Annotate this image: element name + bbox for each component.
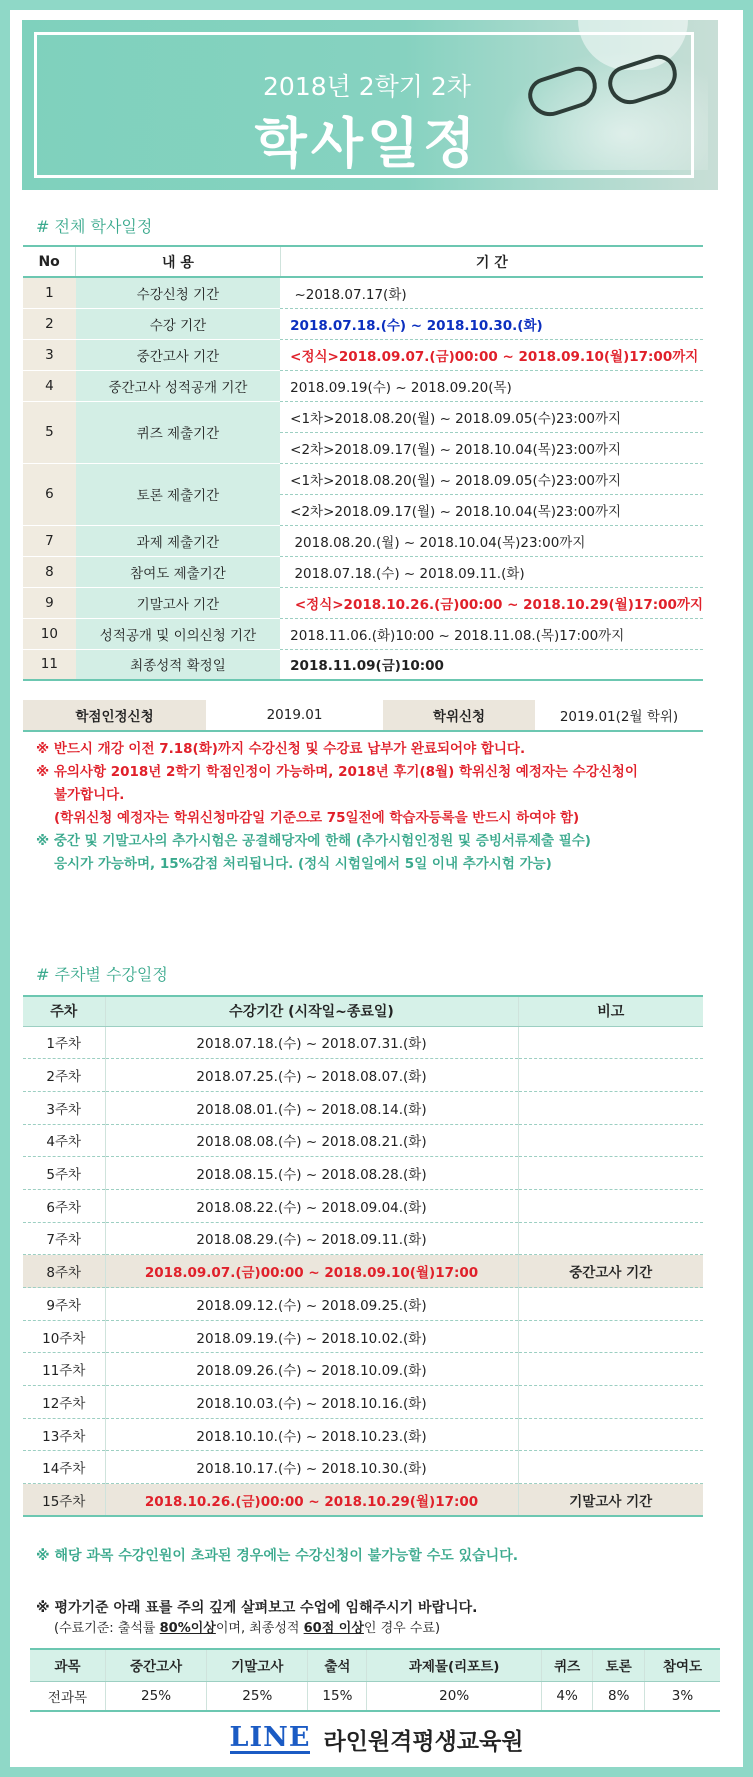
row-number: 1: [23, 277, 76, 308]
table-header-row: [23, 246, 703, 277]
note-cell: 기말고사 기간: [518, 1484, 703, 1517]
week-cell: 6주차: [23, 1189, 105, 1222]
week-cell: 4주차: [23, 1124, 105, 1157]
week-cell: 7주차: [23, 1222, 105, 1255]
table-header-row: [23, 996, 703, 1026]
table-row: [23, 1026, 703, 1059]
col-header-no: No: [23, 246, 76, 277]
criteria-score: 60점 이상: [303, 1621, 364, 1636]
note-cell: [518, 1222, 703, 1255]
banner-subtitle: 2018년 2학기 2차: [263, 72, 471, 101]
period-cell: 2018.10.26.(금)00:00 ~ 2018.10.29(월)17:00: [105, 1484, 518, 1517]
criteria-suffix: 인 경우 수료): [363, 1621, 441, 1636]
note-cell: [518, 1124, 703, 1157]
grade-col-header: 퀴즈: [541, 1649, 593, 1681]
table-row: [23, 401, 703, 432]
table-row: [23, 308, 703, 339]
row-item: 과제 제출기간: [76, 525, 280, 556]
note-cell: [518, 1059, 703, 1092]
row-period: 2018.07.18.(수) ~ 2018.10.30.(화): [280, 308, 703, 339]
row-period: <정식>2018.10.26.(금)00:00 ~ 2018.10.29(월)17:00까지: [280, 587, 703, 618]
row-item: 퀴즈 제출기간: [76, 401, 280, 463]
criteria-attendance: 80%이상: [159, 1621, 216, 1636]
note-cell: [518, 1026, 703, 1059]
section-title-academic: # 전체 학사일정: [36, 217, 153, 236]
row-item: 성적공개 및 이의신청 기간: [76, 618, 280, 649]
period-cell: 2018.10.10.(수) ~ 2018.10.23.(화): [105, 1418, 518, 1451]
row-number: 10: [23, 618, 76, 649]
row-number: 11: [23, 649, 76, 680]
weekly-body: [23, 1026, 703, 1516]
row-item: 중간고사 성적공개 기간: [76, 370, 280, 401]
week-cell: 12주차: [23, 1386, 105, 1419]
table-row: [23, 1157, 703, 1190]
table-row: [23, 277, 703, 308]
notice-line: 응시가 가능하며, 15%감점 처리됩니다. (정식 시험일에서 5일 이내 추가시험 가능): [54, 856, 552, 872]
row-number: 5: [23, 401, 76, 463]
row-item: 토론 제출기간: [76, 463, 280, 525]
table-row: [23, 1484, 703, 1517]
grade-value: 25%: [207, 1681, 308, 1711]
grade-value: 전과목: [30, 1681, 105, 1711]
table-row: [23, 1091, 703, 1124]
notice-line: (학위신청 예정자는 학위신청마감일 기준으로 75일전에 학습자등록을 반드시 하여야 함): [54, 810, 580, 826]
row-item: 참여도 제출기간: [76, 556, 280, 587]
period-cell: 2018.08.08.(수) ~ 2018.08.21.(화): [105, 1124, 518, 1157]
table-row: [23, 1353, 703, 1386]
week-cell: 11주차: [23, 1353, 105, 1386]
criteria-prefix: (수료기준: 출석률: [54, 1621, 160, 1636]
table-row: [30, 1681, 720, 1711]
note-cell: [518, 1189, 703, 1222]
row-period: <2차>2018.09.17(월) ~ 2018.10.04(목)23:00까지: [280, 432, 703, 463]
grading-table: [30, 1648, 720, 1712]
grade-value: 8%: [593, 1681, 645, 1711]
row-number: 8: [23, 556, 76, 587]
row-item: 최종성적 확정일: [76, 649, 280, 680]
footer: [0, 1723, 753, 1756]
grade-value: 4%: [541, 1681, 593, 1711]
notice-line: 불가합니다.: [54, 787, 125, 803]
table-row: [23, 339, 703, 370]
table-row: [23, 1320, 703, 1353]
note-cell: [518, 1451, 703, 1484]
period-cell: 2018.10.03.(수) ~ 2018.10.16.(화): [105, 1386, 518, 1419]
table-row: [23, 1124, 703, 1157]
grade-value: 20%: [367, 1681, 541, 1711]
row-number: 3: [23, 339, 76, 370]
notice-list: [36, 738, 716, 876]
grade-col-header: 참여도: [645, 1649, 721, 1681]
week-cell: 15주차: [23, 1484, 105, 1517]
banner-frame: [34, 32, 694, 178]
grade-value: 15%: [308, 1681, 367, 1711]
week-cell: 3주차: [23, 1091, 105, 1124]
table-row: [23, 525, 703, 556]
completion-criteria: [54, 1617, 440, 1636]
grade-col-header: 기말고사: [207, 1649, 308, 1681]
grade-col-header: 과목: [30, 1649, 105, 1681]
week-cell: 1주차: [23, 1026, 105, 1059]
row-number: 6: [23, 463, 76, 525]
table-row: [23, 618, 703, 649]
table-row: [23, 463, 703, 494]
table-row: [23, 1451, 703, 1484]
table-row: [23, 1255, 703, 1288]
period-cell: 2018.10.17.(수) ~ 2018.10.30.(화): [105, 1451, 518, 1484]
grade-value: 25%: [105, 1681, 206, 1711]
period-cell: 2018.09.12.(수) ~ 2018.09.25.(화): [105, 1288, 518, 1321]
degree-value: 2019.01(2월 학위): [535, 700, 703, 731]
table-header-row: [30, 1649, 720, 1681]
table-row: [23, 1189, 703, 1222]
row-period: <1차>2018.08.20(월) ~ 2018.09.05(수)23:00까지: [280, 463, 703, 494]
table-row: [23, 1418, 703, 1451]
academic-schedule-table: [23, 245, 703, 681]
criteria-mid: 이며, 최종성적: [215, 1621, 304, 1636]
table-row: [23, 556, 703, 587]
row-period: 2018.11.06.(화)10:00 ~ 2018.11.08.(목)17:00까지: [280, 618, 703, 649]
week-cell: 2주차: [23, 1059, 105, 1092]
col-header-period: 수강기간 (시작일~종료일): [105, 996, 518, 1026]
period-cell: 2018.08.22.(수) ~ 2018.09.04.(화): [105, 1189, 518, 1222]
credit-degree-table: [23, 700, 703, 732]
row-item: 기말고사 기간: [76, 587, 280, 618]
note-cell: 중간고사 기간: [518, 1255, 703, 1288]
row-period: 2018.11.09(금)10:00: [280, 649, 703, 680]
week-cell: 10주차: [23, 1320, 105, 1353]
table-row: [23, 1288, 703, 1321]
note-cell: [518, 1091, 703, 1124]
grade-col-header: 출석: [308, 1649, 367, 1681]
row-number: 2: [23, 308, 76, 339]
period-cell: 2018.09.19.(수) ~ 2018.10.02.(화): [105, 1320, 518, 1353]
table-row: [23, 649, 703, 680]
degree-label: 학위신청: [383, 700, 535, 731]
grade-col-header: 중간고사: [105, 1649, 206, 1681]
table-row: [23, 1222, 703, 1255]
row-item: 중간고사 기간: [76, 339, 280, 370]
period-cell: 2018.08.29.(수) ~ 2018.09.11.(화): [105, 1222, 518, 1255]
row-period: 2018.07.18.(수) ~ 2018.09.11.(화): [280, 556, 703, 587]
row-number: 7: [23, 525, 76, 556]
note-cell: [518, 1157, 703, 1190]
row-number: 9: [23, 587, 76, 618]
grade-value: 3%: [645, 1681, 721, 1711]
period-cell: 2018.08.01.(수) ~ 2018.08.14.(화): [105, 1091, 518, 1124]
row-period: <1차>2018.08.20(월) ~ 2018.09.05(수)23:00까지: [280, 401, 703, 432]
week-cell: 13주차: [23, 1418, 105, 1451]
line-logo: LINE: [229, 1722, 311, 1753]
section-title-weekly: # 주차별 수강일정: [36, 965, 168, 984]
col-header-item: 내 용: [76, 246, 280, 277]
row-item: 수강신청 기간: [76, 277, 280, 308]
note-cell: [518, 1386, 703, 1419]
row-number: 4: [23, 370, 76, 401]
org-name: 라인원격평생교육원: [323, 1729, 524, 1755]
col-header-note: 비고: [518, 996, 703, 1026]
week-cell: 8주차: [23, 1255, 105, 1288]
table-row: [23, 700, 703, 731]
period-cell: 2018.07.25.(수) ~ 2018.08.07.(화): [105, 1059, 518, 1092]
notice-line: ※ 유의사항 2018년 2학기 학점인정이 가능하며, 2018년 후기(8월) 학위신청 예정자는 수강신청이: [36, 764, 638, 780]
grading-intro: ※ 평가기준 아래 표를 주의 깊게 살펴보고 수업에 임해주시기 바랍니다.: [36, 1600, 478, 1616]
period-cell: 2018.09.07.(금)00:00 ~ 2018.09.10(월)17:00: [105, 1255, 518, 1288]
note-cell: [518, 1320, 703, 1353]
header-banner: [22, 20, 718, 190]
period-cell: 2018.08.15.(수) ~ 2018.08.28.(화): [105, 1157, 518, 1190]
grade-col-header: 과제물(리포트): [367, 1649, 541, 1681]
period-cell: 2018.09.26.(수) ~ 2018.10.09.(화): [105, 1353, 518, 1386]
table-row: [23, 1059, 703, 1092]
capacity-notice: ※ 해당 과목 수강인원이 초과된 경우에는 수강신청이 불가능할 수도 있습니다.: [36, 1548, 519, 1564]
banner-title: 학사일정: [254, 112, 480, 175]
row-period: <정식>2018.09.07.(금)00:00 ~ 2018.09.10(월)17:00까지: [280, 339, 703, 370]
schedule-body: [23, 277, 703, 680]
row-period: 2018.08.20.(월) ~ 2018.10.04(목)23:00까지: [280, 525, 703, 556]
col-header-week: 주차: [23, 996, 105, 1026]
note-cell: [518, 1288, 703, 1321]
table-row: [23, 1386, 703, 1419]
row-period: 2018.09.19(수) ~ 2018.09.20(목): [280, 370, 703, 401]
week-cell: 14주차: [23, 1451, 105, 1484]
notice-line: ※ 반드시 개강 이전 7.18(화)까지 수강신청 및 수강료 납부가 완료되어야 합니다.: [36, 741, 526, 757]
week-cell: 5주차: [23, 1157, 105, 1190]
notice-line: ※ 중간 및 기말고사의 추가시험은 공결해당자에 한해 (추가시험인정원 및 증빙서류제출 필수): [36, 833, 591, 849]
period-cell: 2018.07.18.(수) ~ 2018.07.31.(화): [105, 1026, 518, 1059]
col-header-period: 기 간: [280, 246, 703, 277]
credit-value: 2019.01: [206, 700, 383, 731]
grade-col-header: 토론: [593, 1649, 645, 1681]
row-period: ~2018.07.17(화): [280, 277, 703, 308]
weekly-schedule-table: [23, 995, 703, 1517]
credit-label: 학점인정신청: [23, 700, 206, 731]
table-row: [23, 587, 703, 618]
table-row: [23, 370, 703, 401]
week-cell: 9주차: [23, 1288, 105, 1321]
row-item: 수강 기간: [76, 308, 280, 339]
note-cell: [518, 1353, 703, 1386]
row-period: <2차>2018.09.17(월) ~ 2018.10.04(목)23:00까지: [280, 494, 703, 525]
note-cell: [518, 1418, 703, 1451]
